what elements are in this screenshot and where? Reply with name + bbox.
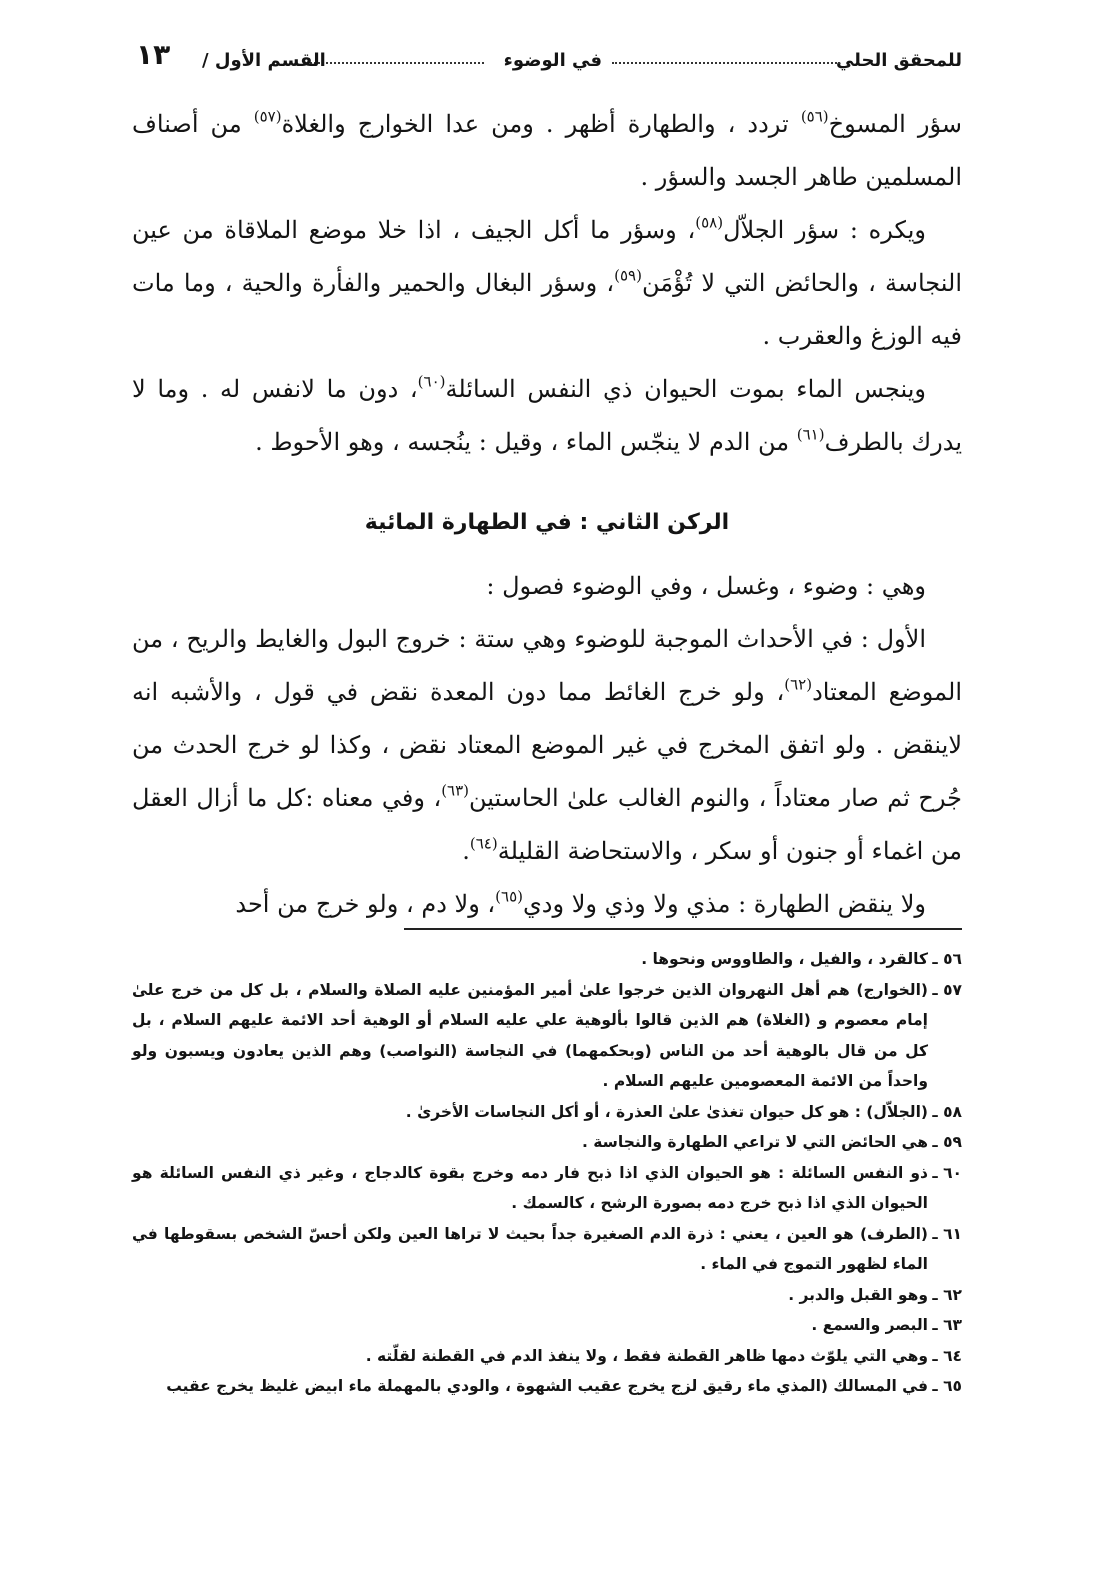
footnote-ref[interactable]: (٥٦) — [800, 107, 829, 126]
text-run: سؤر المسوخ — [828, 110, 962, 138]
footnote-text: (الخوارج) هم أهل النهروان الذين خرجوا علىٰ أمير المؤمنين عليه الصلاة والسلام ، بل كل من خرج علىٰ إمام معصوم و (الغلاة) هم الذين قالوا بألوهية علي عليه السلام أو الوهية أحد الائمة عليهم السلام ، بل كل من قال بالوهية أحد من الناس (وبحكمهما) في النجاسة (النواصب) وهم الذين يعادون ويسبون ولو واحداً من الائمة المعصومين عليهم السلام . — [132, 980, 928, 1090]
footnote-text: وهو القبل والدبر . — [788, 1285, 928, 1304]
header-chapter-title: في الوضوء — [503, 50, 602, 71]
running-header — [136, 40, 962, 82]
page-number: ١٣ — [136, 38, 171, 71]
footnote-number: ٦٤ ـ — [932, 1346, 962, 1365]
footnote-text: في المسالك (المذي ماء رقيق لزج يخرج عقيب الشهوة ، والودي بالمهملة ماء ابيض غليظ يخرج عقيب — [166, 1377, 928, 1395]
text-run: ، دون ما لانفس له . وما لا يدرك بالطرف — [132, 375, 962, 456]
footnote-ref[interactable]: (٥٨) — [695, 213, 724, 232]
section-text — [132, 560, 962, 931]
text-run: . — [462, 837, 470, 865]
text-run: ولا ينقض الطهارة : مذي ولا وذي ولا ودي — [523, 890, 926, 918]
header-part: القسم الأول / — [202, 50, 326, 71]
footnote — [132, 1310, 962, 1341]
paragraph — [132, 613, 962, 878]
text-run: ، ولو خرج الغائط مما دون المعدة نقض في قول ، والأشبه انه لاينقض . ولو اتفق المخرج في غير الموضع المعتاد نقض ، وكذا لو خرج الحدث من جُرح ثم صار معتاداً ، والنوم الغالب علىٰ الحاستين — [132, 678, 963, 812]
footnote-text: (الطرف) هو العين ، يعني : ذرة الدم الصغيرة جداً بحيث لا تراها العين ولكن أحسّ الشخص بسقوطها في الماء لظهور التموج في الماء . — [132, 1224, 928, 1273]
footnote-text: البصر والسمع . — [811, 1316, 928, 1334]
footnote-number: ٥٨ ـ — [932, 1102, 962, 1121]
footnote-ref[interactable]: (٦٣) — [441, 781, 470, 800]
footnote-ref[interactable]: (٦١) — [796, 425, 825, 444]
footnote — [132, 1219, 962, 1280]
footnote-ref[interactable]: (٦٥) — [495, 887, 524, 906]
text-run: من أصناف المسلمين طاهر الجسد والسؤر . — [132, 110, 962, 191]
text-run: ويكره : سؤر الجلاّل — [723, 216, 927, 244]
footnote — [132, 1280, 962, 1311]
footnote — [132, 1127, 962, 1158]
footnote-text: (الجلاّل) : هو كل حيوان تغذىٰ علىٰ العذرة ، أو أكل النجاسات الأخرىٰ . — [405, 1102, 928, 1121]
footnote-number: ٦٥ ـ — [932, 1377, 962, 1395]
footnote — [132, 1341, 962, 1372]
footnote — [132, 1097, 962, 1128]
paragraph — [132, 878, 962, 931]
text-run: ، وفي معناه :كل ما أزال العقل من اغماء أو جنون أو سكر ، والاستحاضة القليلة — [132, 784, 962, 865]
text-run: الأول : في الأحداث الموجبة للوضوء وهي ستة : خروج البول والغايط والريح ، من الموضع المعتاد — [132, 625, 962, 706]
footnote-number: ٦١ ـ — [932, 1224, 962, 1243]
footnote-number: ٦٠ ـ — [932, 1163, 962, 1182]
paragraph: وهي : وضوء ، وغسل ، وفي الوضوء فصول : — [486, 572, 926, 600]
footnote-text: كالقرد ، والفيل ، والطاووس ونحوها . — [641, 950, 928, 968]
footnote-number: ٦٣ ـ — [932, 1316, 962, 1334]
header-author: للمحقق الحلي — [835, 50, 962, 71]
footnote-number: ٥٦ ـ — [932, 950, 962, 968]
text-run: تردد ، والطهارة أظهر . ومن عدا الخوارج والغلاة — [281, 110, 801, 138]
text-run: وينجس الماء بموت الحيوان ذي النفس السائلة — [445, 375, 926, 403]
footnote-ref[interactable]: (٦٠) — [417, 372, 446, 391]
text-run: ، ولا دم ، ولو خرج من أحد — [235, 890, 496, 918]
header-leader-dots — [310, 62, 484, 64]
paragraph — [132, 98, 962, 204]
footnote-text: ذو النفس السائلة : هو الحيوان الذي اذا ذبح فار دمه وخرج بقوة كالدجاج ، وغير ذي النفس السائلة هو الحيوان الذي اذا ذبح خرج دمه بصورة الرشح ، كالسمك . — [132, 1163, 928, 1212]
text-run: ، وسؤر البغال والحمير والفأرة والحية ، وما مات فيه الوزغ والعقرب . — [132, 269, 962, 350]
footnote — [132, 1371, 962, 1402]
footnote-ref[interactable]: (٥٩) — [614, 266, 642, 285]
footnote — [132, 975, 962, 1097]
header-leader-dots — [612, 62, 840, 64]
footnote — [132, 1158, 962, 1219]
paragraph — [132, 204, 962, 363]
footnote — [132, 944, 962, 975]
footnote-ref[interactable]: (٦٤) — [469, 834, 498, 853]
footnote-ref[interactable]: (٥٧) — [253, 107, 282, 126]
footnotes — [132, 944, 962, 1402]
main-text — [132, 98, 962, 469]
footnote-number: ٦٢ ـ — [932, 1285, 962, 1304]
text-run: ، وسؤر ما أكل الجيف ، اذا خلا موضع الملاقاة من عين النجاسة ، والحائض التي لا تُؤْمَن — [132, 216, 963, 297]
footnote-separator — [404, 928, 962, 930]
text-run: من الدم لا ينجّس الماء ، وقيل : ينُجسه ، وهو الأحوط . — [255, 428, 797, 456]
footnote-number: ٥٧ ـ — [932, 980, 962, 999]
section-heading: الركن الثاني : في الطهارة المائية — [364, 510, 730, 535]
footnote-ref[interactable]: (٦٢) — [784, 675, 813, 694]
footnote-number: ٥٩ ـ — [932, 1133, 962, 1151]
footnote-text: هي الحائض التي لا تراعي الطهارة والنجاسة . — [582, 1133, 928, 1151]
footnote-text: وهي التي يلوّث دمها ظاهر القطنة فقط ، ولا ينفذ الدم في القطنة لقلّته . — [365, 1346, 928, 1365]
paragraph — [132, 363, 962, 469]
